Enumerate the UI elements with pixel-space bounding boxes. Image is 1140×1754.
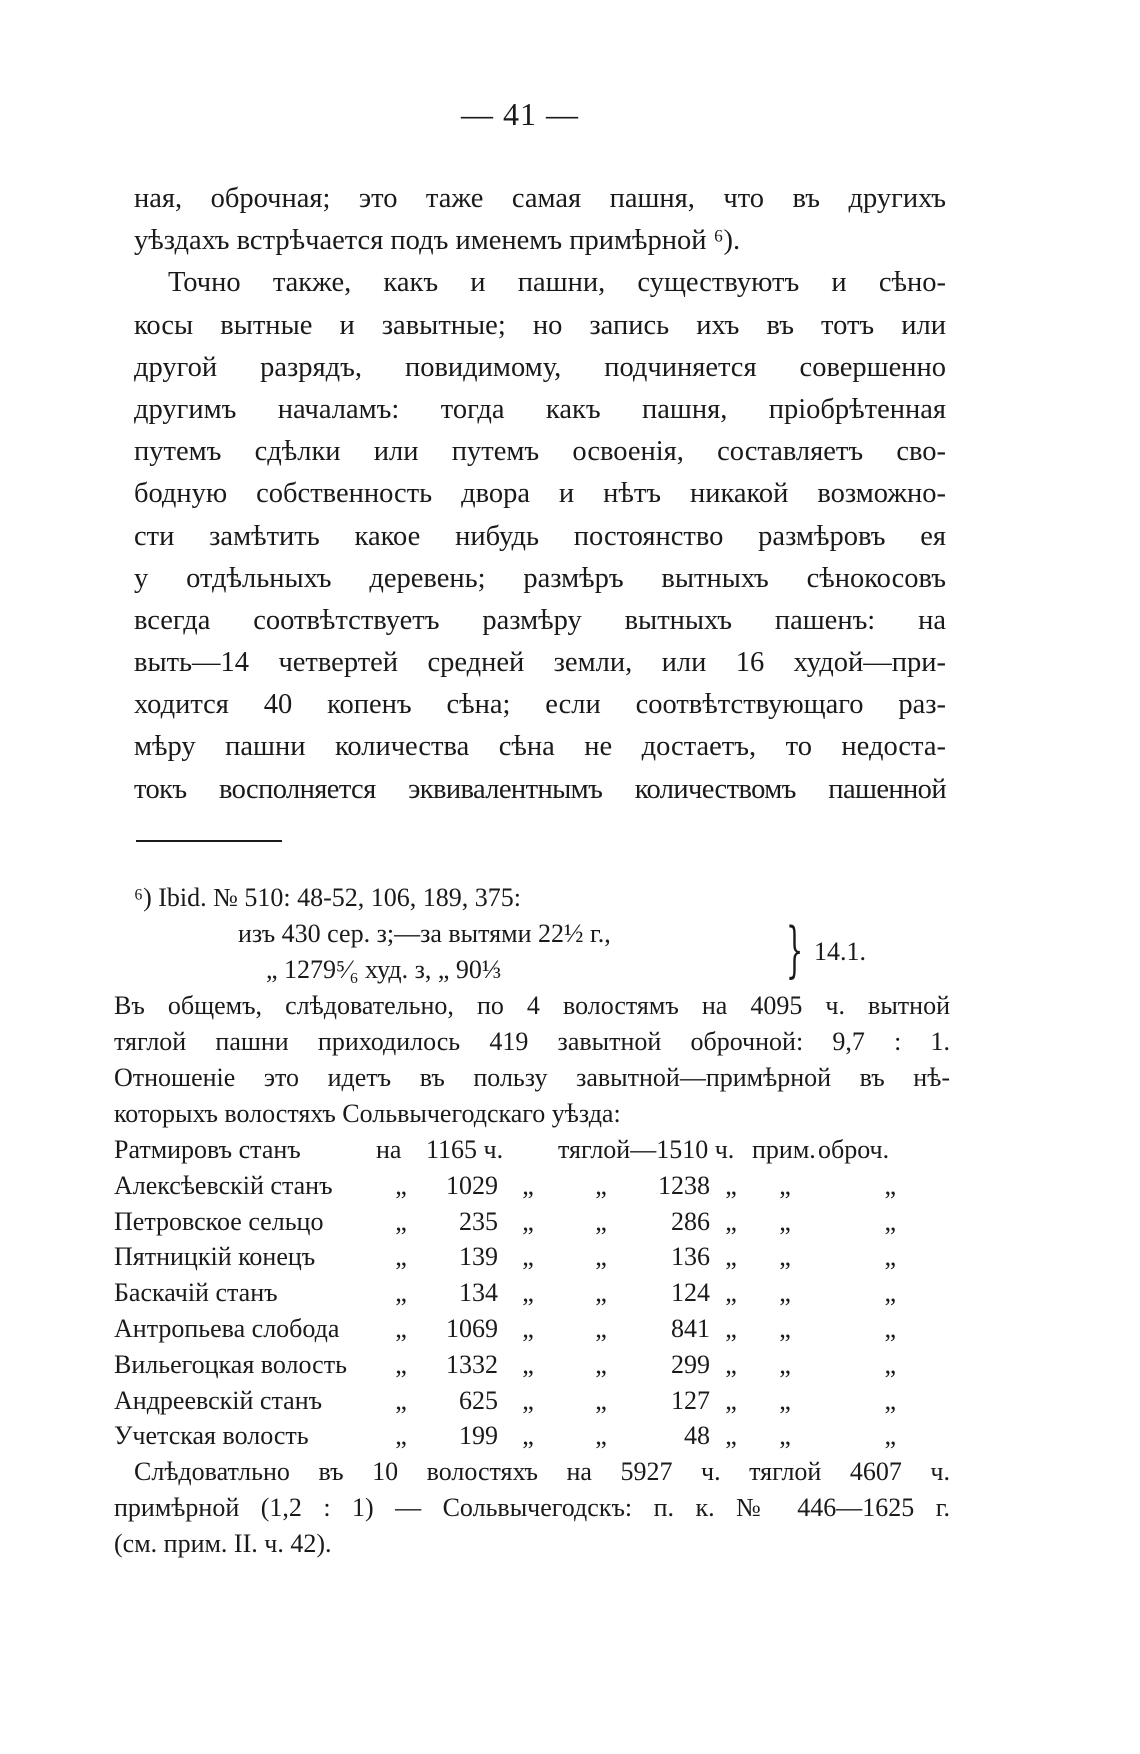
ditto-mark: „ — [779, 1278, 791, 1308]
ditto-mark: „ — [884, 1385, 896, 1415]
footnote-rule — [136, 840, 282, 842]
table-row — [114, 1275, 896, 1311]
ditto-mark: „ — [595, 1421, 607, 1451]
table-cell: 286 — [671, 1206, 710, 1236]
ditto-mark: „ — [395, 1206, 407, 1236]
ditto-mark: „ — [884, 1278, 896, 1308]
table-cell: прим. — [752, 1135, 816, 1164]
summary-line: Въ общемъ, слѣдовательно, по 4 волостямъ на 4095 ч. вытной — [114, 991, 950, 1020]
ditto-mark: „ — [395, 1421, 407, 1451]
summary-line: Отношеніе это идетъ въ пользу завытной—примѣрной въ нѣ- — [114, 1063, 950, 1092]
text-line: мѣру пашни количества сѣна не достаетъ, то недоста- — [134, 731, 946, 763]
table-row — [114, 1132, 896, 1168]
ditto-mark: „ — [779, 1242, 791, 1272]
ditto-mark: „ — [595, 1278, 607, 1308]
text-line: выть—14 четвертей средней земли, или 16 худой—при- — [134, 647, 946, 679]
ditto-mark: „ — [595, 1385, 607, 1415]
ditto-mark: „ — [884, 1170, 896, 1200]
table-cell: 1029 — [446, 1170, 498, 1200]
table-cell: 139 — [459, 1242, 498, 1272]
ditto-mark: „ — [395, 1170, 407, 1200]
table-cell: 134 — [459, 1278, 498, 1308]
text-line: ходится 40 копенъ сѣна; если соотвѣтствующаго раз- — [134, 689, 946, 721]
table-cell: 1165 ч. — [426, 1135, 504, 1164]
text-line: бодную собственность двора и нѣтъ никакой возможно- — [134, 478, 946, 510]
ditto-mark: „ — [595, 1349, 607, 1379]
ditto-mark: „ — [725, 1349, 737, 1379]
text-line: путемъ сдѣлки или путемъ освоенія, составляетъ сво- — [134, 436, 946, 468]
table-row — [114, 1418, 896, 1454]
ditto-mark: „ — [395, 1385, 407, 1415]
ditto-mark: „ — [725, 1421, 737, 1451]
table-row — [114, 1204, 896, 1240]
summary-line: тяглой пашни приходилось 419 завытной оброчной: 9,7 : 1. — [114, 1027, 950, 1056]
footnote-intro — [114, 880, 950, 916]
ditto-mark: „ — [884, 1421, 896, 1451]
ditto-mark: „ — [522, 1242, 534, 1272]
ditto-mark: „ — [779, 1170, 791, 1200]
table-cell: 124 — [671, 1278, 710, 1308]
ditto-mark: „ — [595, 1242, 607, 1272]
ditto-mark: „ — [725, 1313, 737, 1343]
table-cell: 1238 — [658, 1170, 710, 1200]
ditto-mark: „ — [595, 1313, 607, 1343]
table-cell: 48 — [684, 1421, 710, 1451]
ditto-mark: „ — [522, 1421, 534, 1451]
stan-name: Вильегоцкая волость — [114, 1349, 347, 1379]
ditto-mark: „ — [779, 1349, 791, 1379]
ditto-mark: „ — [522, 1349, 534, 1379]
table-cell: 199 — [459, 1421, 498, 1451]
ditto-mark: „ — [522, 1385, 534, 1415]
text-line: Точно также, какъ и пашни, существуютъ и сѣно- — [168, 267, 946, 299]
ditto-mark: „ — [884, 1349, 896, 1379]
stan-name: Баскачій станъ — [114, 1278, 278, 1308]
table-cell: 841 — [671, 1313, 710, 1343]
stan-name: Пятницкій конецъ — [114, 1242, 316, 1272]
footnote-ref: Ibid. № 510: 48-52, 106, 189, 375: — [158, 883, 522, 912]
ditto-mark: „ — [522, 1170, 534, 1200]
ditto-mark: „ — [884, 1242, 896, 1272]
stan-name: Ратмировъ станъ — [114, 1135, 301, 1164]
table-cell: на — [376, 1135, 402, 1164]
calc-row: „ 1279⁵⁄₆ худ. з, „ 90⅓ — [266, 955, 502, 984]
ditto-mark: „ — [779, 1421, 791, 1451]
footnote-calculation — [114, 916, 950, 988]
ditto-mark: „ — [779, 1313, 791, 1343]
calc-result: 14.1. — [814, 937, 866, 966]
ditto-mark: „ — [884, 1206, 896, 1236]
ditto-mark: „ — [522, 1206, 534, 1236]
tail-line: примѣрной (1,2 : 1) — Сольвычегодскъ: п. к. № 446—1625 г. — [114, 1493, 950, 1523]
table-row — [114, 1311, 896, 1347]
text-line: токъ восполняется эквивалентнымъ количествомъ пашенной — [134, 773, 946, 805]
table-row — [114, 1383, 896, 1419]
table-cell: тяглой—1510 ч. — [558, 1135, 735, 1164]
footnote-block — [114, 880, 950, 1562]
table-cell: оброч. — [818, 1135, 890, 1164]
tail-line: (см. прим. II. ч. 42). — [114, 1529, 332, 1559]
ditto-mark: „ — [779, 1206, 791, 1236]
ditto-mark: „ — [725, 1278, 737, 1308]
table-row — [114, 1347, 896, 1383]
stan-name: Антропьева слобода — [114, 1313, 340, 1343]
table-cell: 625 — [459, 1385, 498, 1415]
table-cell: 1069 — [446, 1313, 498, 1343]
text-line: другой разрядъ, повидимому, подчиняется совершенно — [134, 351, 946, 383]
table-row — [114, 1168, 896, 1204]
page-number: — 41 — — [461, 96, 579, 132]
text-line: уѣздахъ встрѣчается подъ именемъ примѣрной ⁶). — [134, 225, 741, 257]
footnote-marker: ⁶) — [134, 883, 152, 912]
text-line: сти замѣтить какое нибудь постоянство размѣровъ ея — [134, 520, 946, 552]
brace-glyph: } — [786, 915, 804, 985]
table-row — [114, 1239, 896, 1275]
ditto-mark: „ — [725, 1170, 737, 1200]
table-cell: 136 — [671, 1242, 710, 1272]
text-line: всегда соотвѣтствуетъ размѣру вытныхъ пашенъ: на — [134, 604, 946, 636]
ditto-mark: „ — [395, 1242, 407, 1272]
stan-name: Учетская волость — [114, 1421, 309, 1451]
stan-name: Андреевскій станъ — [114, 1385, 323, 1415]
text-line: ная, оброчная; это таже самая пашня, что въ другихъ — [134, 183, 946, 214]
ditto-mark: „ — [522, 1278, 534, 1308]
ditto-mark: „ — [725, 1206, 737, 1236]
ditto-mark: „ — [522, 1313, 534, 1343]
table-cell: 299 — [671, 1349, 710, 1379]
table-cell: 127 — [671, 1385, 710, 1415]
ditto-mark: „ — [595, 1170, 607, 1200]
table-cell: 235 — [459, 1206, 498, 1236]
main-text — [134, 178, 946, 811]
ditto-mark: „ — [395, 1313, 407, 1343]
ditto-mark: „ — [595, 1206, 607, 1236]
ditto-mark: „ — [725, 1385, 737, 1415]
text-line: у отдѣльныхъ деревень; размѣръ вытныхъ сѣнокосовъ — [134, 562, 946, 594]
tail-line: Слѣдоватльно въ 10 волостяхъ на 5927 ч. тяглой 4607 ч. — [134, 1457, 950, 1487]
calc-row: изъ 430 сер. з;—за вытями 22½ г., — [238, 919, 611, 948]
text-line: другимъ началамъ: тогда какъ пашня, пріобрѣтенная — [134, 393, 946, 425]
stans-table — [114, 1132, 896, 1454]
text-line: косы вытные и завытные; но запись ихъ въ тотъ или — [134, 309, 946, 341]
stan-name: Алексѣевскій станъ — [114, 1170, 333, 1200]
ditto-mark: „ — [395, 1278, 407, 1308]
table-cell: 1332 — [446, 1349, 498, 1379]
ditto-mark: „ — [884, 1313, 896, 1343]
stan-name: Петровское сельцо — [114, 1206, 324, 1236]
ditto-mark: „ — [725, 1242, 737, 1272]
ditto-mark: „ — [779, 1385, 791, 1415]
summary-line: которыхъ волостяхъ Сольвычегодскаго уѣзда: — [114, 1099, 621, 1128]
ditto-mark: „ — [395, 1349, 407, 1379]
